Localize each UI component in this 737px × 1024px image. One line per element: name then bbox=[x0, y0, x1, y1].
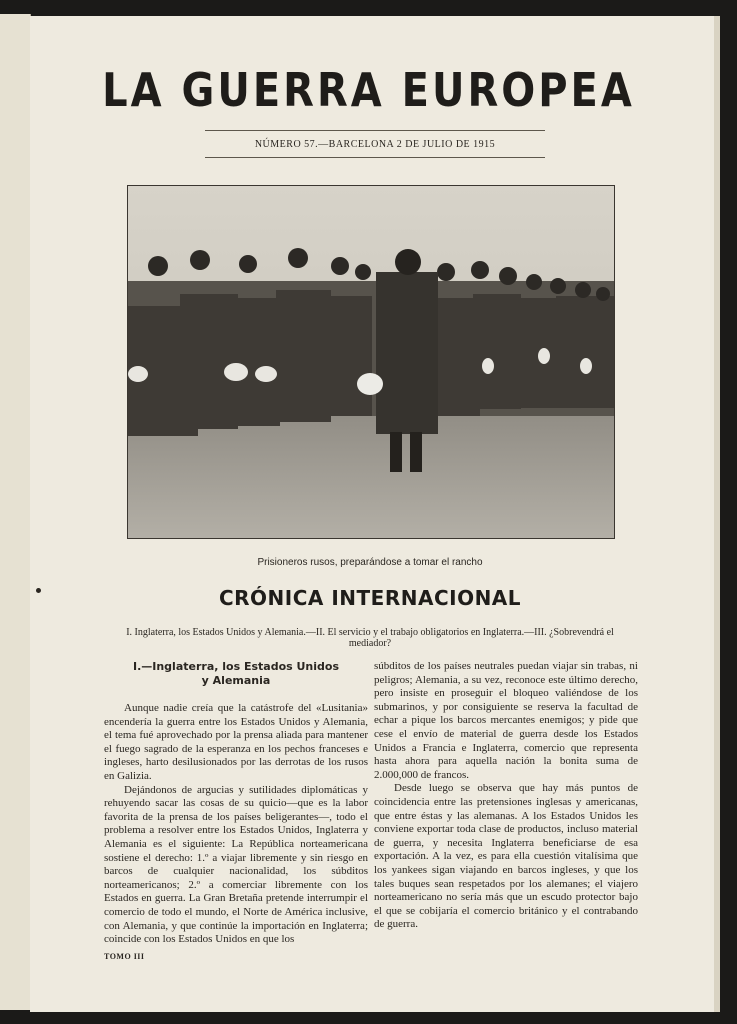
article-subhead-line1: I.—Inglaterra, los Estados Unidos bbox=[132, 660, 340, 673]
previous-page-edge bbox=[0, 14, 31, 1010]
masthead-rule-top bbox=[205, 130, 545, 131]
section-title: CRÓNICA INTERNACIONAL bbox=[218, 586, 522, 610]
article-paragraph: Aunque nadie creía que la catástrofe del «Lusitania» encendería la guerra entre los Estados Unidos y Alemania, el tema fué aprovechado por la prensa aliada para mantener el fuego sagrado de la esperanza en los pechos franceses e ingleses, harto desilusionados por las derrotas de los rusos en Galizia. bbox=[104, 702, 368, 782]
issue-line: NÚMERO 57.—BARCELONA 2 DE JULIO DE 1915 bbox=[254, 139, 496, 150]
page-edge bbox=[714, 16, 720, 1012]
prisoners-photo bbox=[127, 185, 615, 539]
article-paragraph: Dejándonos de argucias y sutilidades diplomáticas y rehuyendo sacar las cosas de su quicio—que es la labor favorita de la prensa de los países beligerantes—, todo el problema a resolver entre los Estados Unidos, Inglaterra y Alemania es el siguiente: La República norteamericana sostiene el derecho: 1.º a viajar libremente y sin riesgo en barcos de cualquier nacionalidad, los súbditos norteamericanos; 2.º a comerciar libremente con los Estados en guerra. La Gran Bretaña pretende interrumpir el comercio de todo el mundo, el Norte de América inclusive, con Alemania, y que continúe la importación en Inglaterra; coincide con los Estados Unidos en que los bbox=[104, 783, 368, 946]
article-column-2 bbox=[374, 660, 638, 932]
article-paragraph: súbditos de los países neutrales puedan viajar sin trabas, ni peligros; Alemania, a su vez, reconoce este último derecho, pero insiste en proseguir el bloqueo valiéndose de los submarinos, y por consiguiente se reserva la facultad de echar a pique los barcos mercantes enemigos; y pide que cese el envío de material de guerra desde los Estados Unidos a Francia e Inglaterra, comercio que representa hasta ahora para aquella nación la bonita suma de 2.000,000 de francos. bbox=[374, 660, 638, 781]
photo-caption: Prisioneros rusos, preparándose a tomar el rancho bbox=[257, 557, 483, 568]
article-column-1 bbox=[104, 660, 368, 947]
volume-footer: TOMO III bbox=[104, 952, 145, 961]
masthead: LA GUERRA EUROPEA bbox=[102, 64, 635, 118]
masthead-rule-bottom bbox=[205, 157, 545, 158]
article-paragraph: Desde luego se observa que hay más puntos de coincidencia entre las pretensiones inglesas y americanas, que entre éstas y las alemanas. A los Estados Unidos les conviene exportar toda clase de productos, incluso material de guerra, y necesita Inglaterra beneficiarse de esa exportación. A la vez, es para ella cuestión vitalísima que los yankees sigan viajando en barcos ingleses, y que los tales buques sean respetados por los alemanes; el viajero norteamericano no sería más que un escudo protector bajo el que se cobijaría el comercio británico y el contrabando de guerra. bbox=[374, 782, 638, 931]
article-summary: I. Inglaterra, los Estados Unidos y Alemania.—II. El servicio y el trabajo obligatorios en Inglaterra.—III. ¿Sobrevendrá el mediador? bbox=[126, 627, 614, 649]
photo-illustration bbox=[128, 186, 614, 538]
binding-mark bbox=[36, 588, 41, 593]
article-subhead bbox=[104, 660, 368, 688]
article-subhead-line2: y Alemania bbox=[201, 674, 271, 687]
